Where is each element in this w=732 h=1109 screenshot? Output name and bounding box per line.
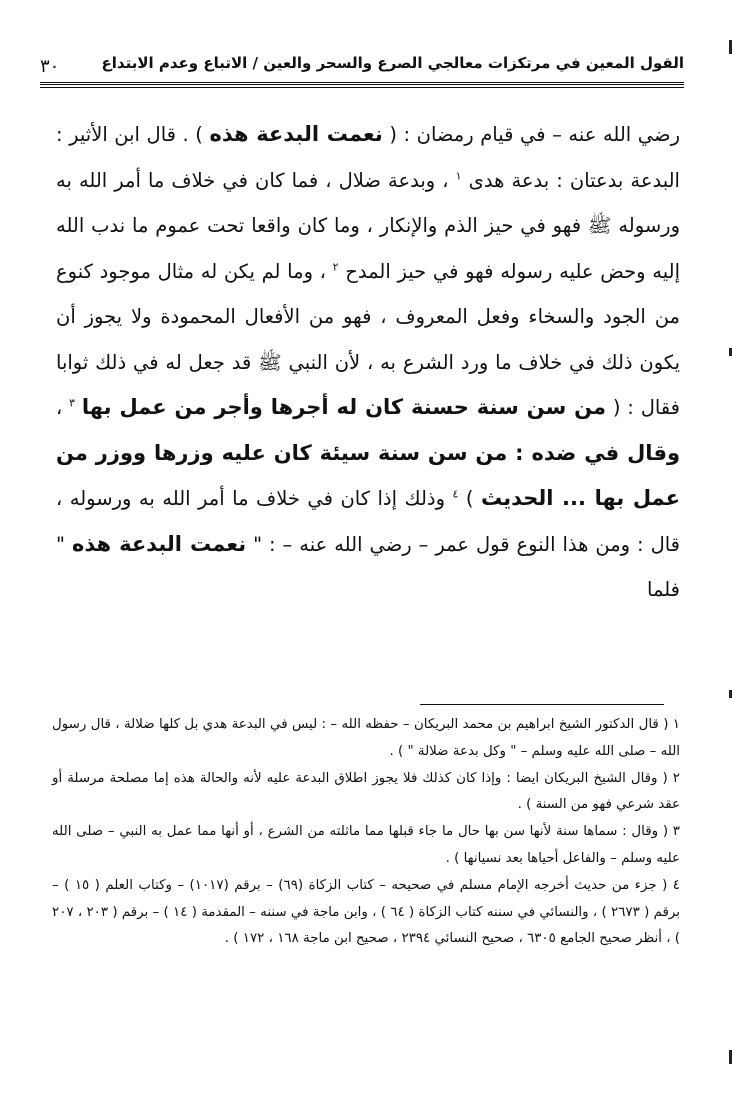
- footnote: ٢ ( وقال الشيخ البريكان ايضا : وإذا كان كذلك فلا يجوز اطلاق البدعة عليه لأنه والحالة هذه إما مصلحة مرسلة أو عقد شرعي فهو من السنة ) .: [52, 770, 680, 813]
- footnote-ref: ٤: [452, 487, 459, 501]
- footnotes: [52, 712, 680, 953]
- text-run: ): [458, 487, 481, 510]
- footnote-separator: [420, 704, 664, 705]
- body-paragraph: [56, 112, 680, 613]
- text-run: ) . قال ابن الأثير : البدعة بدعتان : بدعة هدى: [56, 123, 680, 192]
- footnote: ٣ ( وقال : سماها سنة لأنها سن بها حال ما جاء قبلها مما ماثلته من الشرع ، أو أنها مما عمل به النبي – صلى الله عليه وسلم – والفاعل أحياها بعد نسيانها ) .: [52, 824, 680, 866]
- footnote: ١ ( قال الدكتور الشيخ ابراهيم بن محمد البريكان – حفظه الله – : ليس في البدعة هدي بل كلها ضلالة ، قال رسول الله – صلى الله عليه وسلم – " وكل بدعة ضلالة " ) .: [52, 717, 680, 759]
- bold-quote: من سن سنة حسنة كان له أجرها وأجر من عمل بها: [81, 395, 607, 419]
- running-title: القول المعين في مرتكزات معالجي الصرع والسحر والعين / الاتباع وعدم الابتداع: [101, 54, 684, 72]
- bold-quote: نعمت البدعة هذه: [71, 531, 247, 556]
- page-number: ٣٠: [40, 56, 60, 77]
- text-run: ،: [56, 396, 70, 419]
- bold-quote: نعمت البدعة هذه: [209, 122, 383, 146]
- page-header: [40, 52, 684, 84]
- footnote-ref: ٣: [69, 396, 76, 410]
- text-run: ، وما لم يكن له مثال موجود كنوع من الجود والسخاء وفعل المعروف ، فهو من الأفعال المحمودة ولا يجوز أن يكون ذلك في خلاف ما ورد الشرع به ، لأن النبي ﷺ قد جعل له في ذلك ثوابا فقال : (: [56, 259, 680, 419]
- footnote-ref: ١: [455, 169, 462, 182]
- text-run: وذلك إذا كان في خلاف ما أمر الله به ورسوله ، قال : ومن هذا النوع قول عمر – رضي الله عنه – : ": [56, 487, 680, 556]
- text-run: [75, 396, 82, 419]
- footnote-ref: ٢: [332, 260, 339, 273]
- header-rule: [40, 82, 684, 88]
- main-text: [56, 112, 680, 613]
- text-run: " فلما: [56, 532, 680, 601]
- bold-quote: وقال في ضده : من سن سنة سيئة كان عليه وزرها ووزر من عمل بها ... الحديث: [56, 440, 680, 510]
- text-run: رضي الله عنه – في قيام رمضان : (: [382, 123, 681, 146]
- footnote: ٤ ( جزء من حديث أخرجه الإمام مسلم في صحيحه – كتاب الزكاة (٦٩) – برقم (١٠١٧) – وكتاب العلم ( ١٥ ) – برقم ( ٢٦٧٣ ) ، والنسائي في سننه كتاب الزكاة ( ٦٤ ) ، وابن ماجة في سننه – المقدمة ( ١٤ ) – برقم ( ٢٠٣ ، ٢٠٧ ) ، أنظر صحيح الجامع ٦٣٠٥ ، صحيح النسائي ٢٣٩٤ ، صحيح ابن ماجة ١٦٨ ، ١٧٢ ) .: [52, 877, 680, 947]
- text-run: ، وبدعة ضلال ، فما كان في خلاف ما أمر الله به ورسوله ﷺ فهو في حيز الذم والإنكار ، وما كان واقعا تحت عموم ما ندب الله إليه وحض عليه رسوله فهو في حيز المدح: [56, 168, 680, 283]
